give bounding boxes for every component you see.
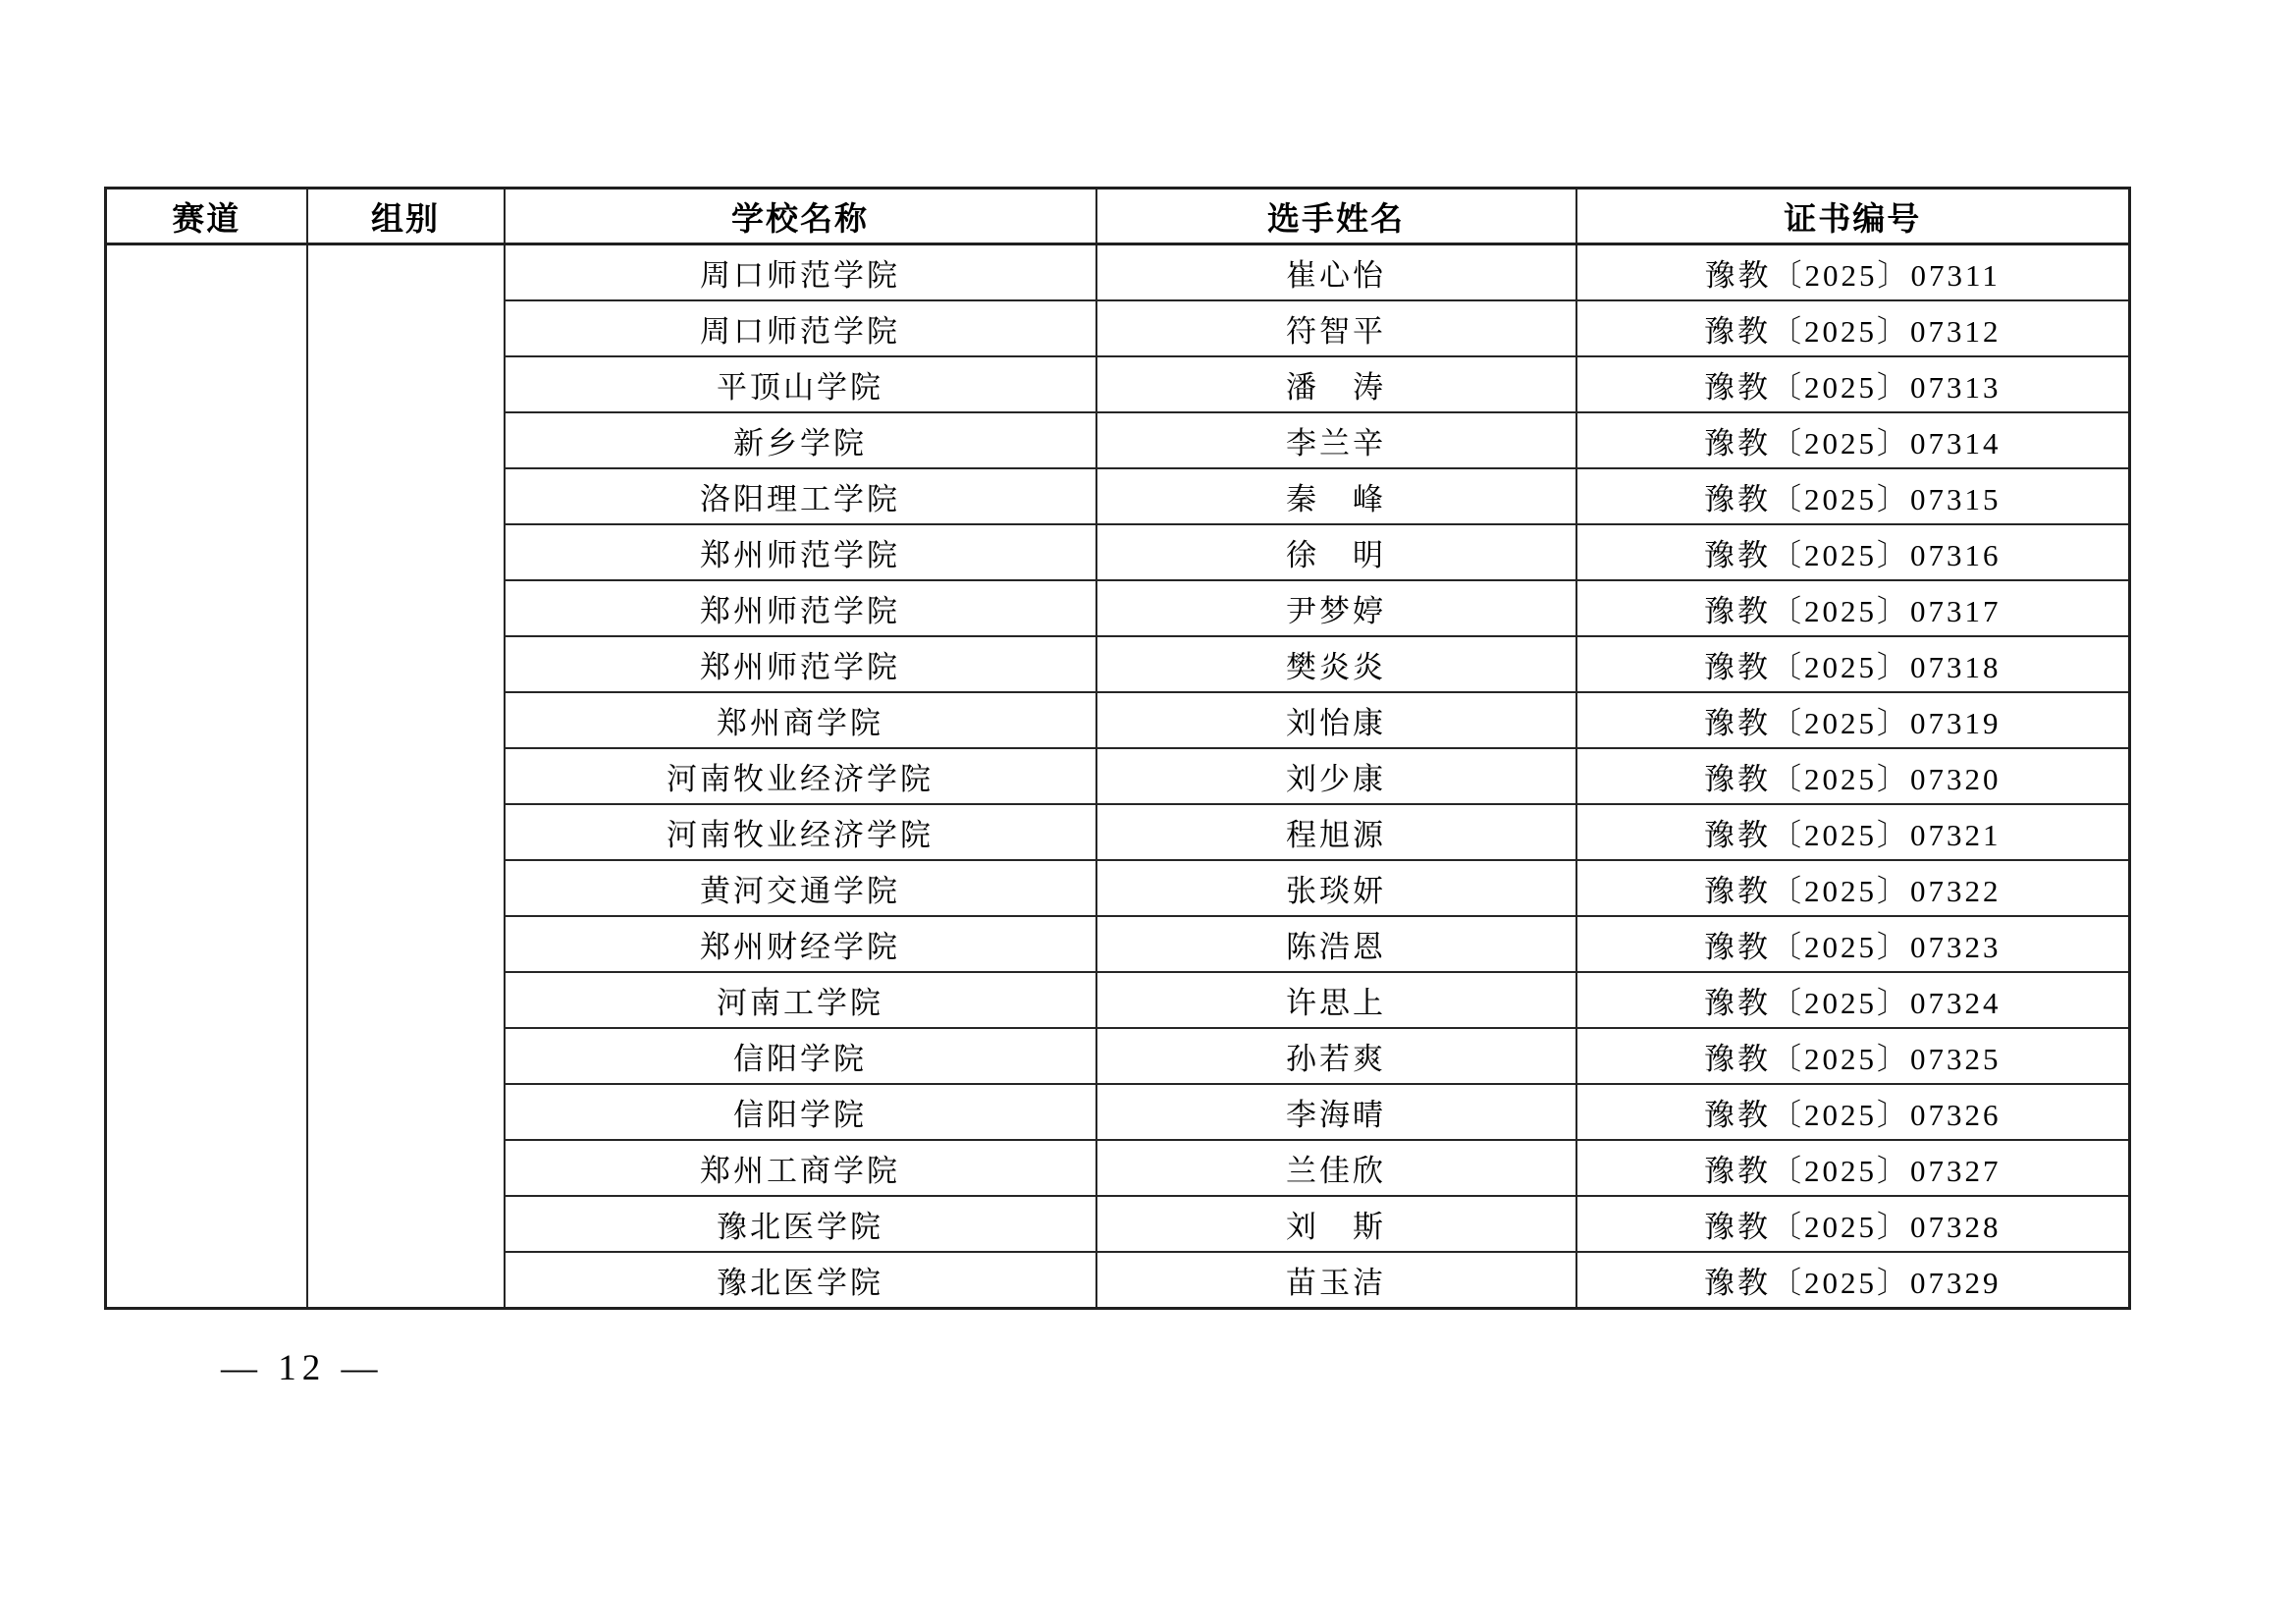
cell-school: 豫北医学院: [505, 1252, 1096, 1309]
cell-certificate-number: 豫教〔2025〕07313: [1576, 356, 2130, 412]
cell-certificate-number: 豫教〔2025〕07312: [1576, 300, 2130, 356]
cell-player-name: 潘 涛: [1096, 356, 1576, 412]
cell-player-name: 刘怡康: [1096, 692, 1576, 748]
cell-player-name: 秦 峰: [1096, 468, 1576, 524]
cell-school: 郑州工商学院: [505, 1140, 1096, 1196]
header-cell-group: 组别: [307, 189, 505, 244]
header-cell-certificate: 证书编号: [1576, 189, 2130, 244]
cell-certificate-number: 豫教〔2025〕07323: [1576, 916, 2130, 972]
table-header: [106, 189, 2130, 244]
cell-certificate-number: 豫教〔2025〕07328: [1576, 1196, 2130, 1252]
cell-player-name: 樊炎炎: [1096, 636, 1576, 692]
cell-school: 河南工学院: [505, 972, 1096, 1028]
cell-school: 新乡学院: [505, 412, 1096, 468]
cell-school: 洛阳理工学院: [505, 468, 1096, 524]
header-row: [106, 189, 2130, 244]
cell-player-name: 许思上: [1096, 972, 1576, 1028]
cell-school: 豫北医学院: [505, 1196, 1096, 1252]
group-merged-cell: [307, 244, 505, 1309]
cell-school: 周口师范学院: [505, 300, 1096, 356]
cell-certificate-number: 豫教〔2025〕07322: [1576, 860, 2130, 916]
cell-school: 周口师范学院: [505, 244, 1096, 301]
cell-school: 河南牧业经济学院: [505, 748, 1096, 804]
cell-player-name: 刘 斯: [1096, 1196, 1576, 1252]
cell-school: 郑州财经学院: [505, 916, 1096, 972]
cell-player-name: 程旭源: [1096, 804, 1576, 860]
cell-school: 信阳学院: [505, 1084, 1096, 1140]
cell-player-name: 李兰辛: [1096, 412, 1576, 468]
certificate-table: [104, 187, 2131, 1310]
cell-player-name: 苗玉洁: [1096, 1252, 1576, 1309]
cell-school: 河南牧业经济学院: [505, 804, 1096, 860]
cell-player-name: 崔心怡: [1096, 244, 1576, 301]
cell-school: 郑州师范学院: [505, 636, 1096, 692]
cell-certificate-number: 豫教〔2025〕07326: [1576, 1084, 2130, 1140]
cell-player-name: 陈浩恩: [1096, 916, 1576, 972]
header-cell-school: 学校名称: [505, 189, 1096, 244]
table-row: [106, 244, 2130, 301]
cell-certificate-number: 豫教〔2025〕07316: [1576, 524, 2130, 580]
table-body: [106, 244, 2130, 1309]
cell-certificate-number: 豫教〔2025〕07325: [1576, 1028, 2130, 1084]
cell-school: 黄河交通学院: [505, 860, 1096, 916]
page-number: — 12 —: [221, 1348, 384, 1388]
cell-certificate-number: 豫教〔2025〕07314: [1576, 412, 2130, 468]
cell-player-name: 尹梦婷: [1096, 580, 1576, 636]
cell-player-name: 张琰妍: [1096, 860, 1576, 916]
cell-certificate-number: 豫教〔2025〕07311: [1576, 244, 2130, 301]
cell-certificate-number: 豫教〔2025〕07321: [1576, 804, 2130, 860]
cell-player-name: 符智平: [1096, 300, 1576, 356]
header-cell-track: 赛道: [106, 189, 307, 244]
cell-school: 郑州师范学院: [505, 580, 1096, 636]
cell-player-name: 孙若爽: [1096, 1028, 1576, 1084]
cell-certificate-number: 豫教〔2025〕07318: [1576, 636, 2130, 692]
cell-certificate-number: 豫教〔2025〕07319: [1576, 692, 2130, 748]
cell-school: 信阳学院: [505, 1028, 1096, 1084]
cell-certificate-number: 豫教〔2025〕07329: [1576, 1252, 2130, 1309]
cell-certificate-number: 豫教〔2025〕07317: [1576, 580, 2130, 636]
cell-school: 平顶山学院: [505, 356, 1096, 412]
cell-player-name: 李海晴: [1096, 1084, 1576, 1140]
cell-certificate-number: 豫教〔2025〕07320: [1576, 748, 2130, 804]
cell-certificate-number: 豫教〔2025〕07315: [1576, 468, 2130, 524]
track-merged-cell: [106, 244, 307, 1309]
header-cell-player: 选手姓名: [1096, 189, 1576, 244]
cell-player-name: 徐 明: [1096, 524, 1576, 580]
cell-player-name: 刘少康: [1096, 748, 1576, 804]
cell-certificate-number: 豫教〔2025〕07324: [1576, 972, 2130, 1028]
cell-player-name: 兰佳欣: [1096, 1140, 1576, 1196]
cell-certificate-number: 豫教〔2025〕07327: [1576, 1140, 2130, 1196]
cell-school: 郑州师范学院: [505, 524, 1096, 580]
cell-school: 郑州商学院: [505, 692, 1096, 748]
